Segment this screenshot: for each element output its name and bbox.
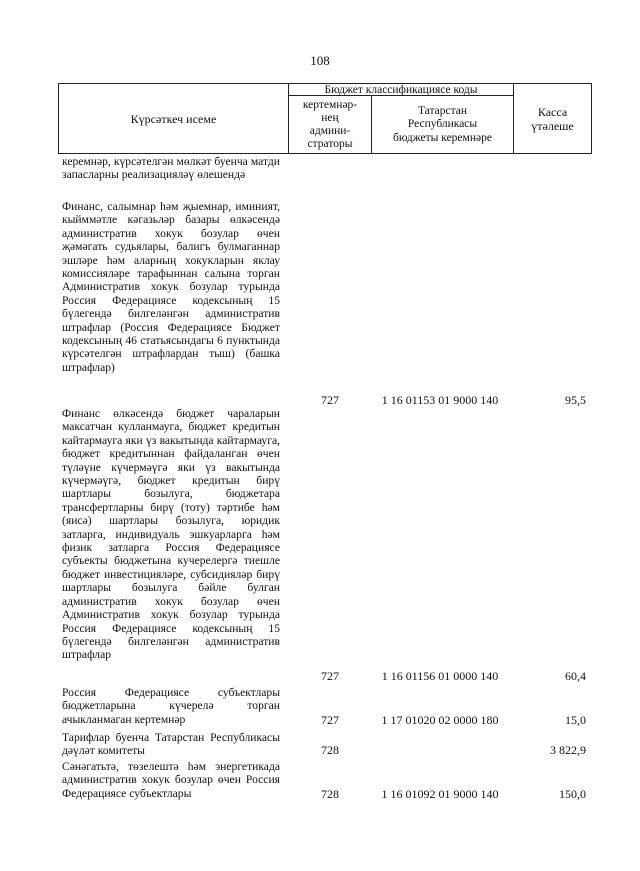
row-cash-amount: 15,0 — [565, 713, 586, 727]
row-administrator: 728 — [321, 743, 339, 757]
row-revenue-code: 1 16 01153 01 9000 140 — [381, 393, 499, 407]
row-indicator-name: Тарифлар буенча Татарстан Республикасы дәүләт комитеты — [62, 731, 280, 758]
row-indicator-name: керемнәр, күрсәтелгән мөлкәт буенча матди запасларны реализацияләү өлешендә — [62, 155, 280, 182]
row-cash-amount: 95,5 — [565, 393, 586, 407]
row-revenue-code: 1 16 01156 01 0000 140 — [381, 669, 499, 683]
header-cash-execution: Касса үтәлеше — [531, 104, 574, 133]
row-indicator-name: Россия Федерациясе субъектлары бюджетларына күчерелә торган ачыкланмаган кертемнәр — [62, 686, 280, 726]
page-number: 108 — [310, 53, 330, 68]
row-indicator-name: Финанс, салымнар һәм җыемнар, иминият, кыйммәтле кәгазьләр базары өлкәсендә административ хокук бозулар өчен җәмәгать судьялары, балигъ булмаганнар эшләре һәм аларның хокукларын яклау комиссияләре тарафыннан салына торган Административ хокук бозулар турында Россия Федерациясе кодексының 15 бүлегендә билгеләнгән административ штрафлар (Россия Федерациясе Бюджет кодексының 46 статьясындагы 6 пунктында күрсәтелгән штрафлардан тыш) (башка штрафлар) — [62, 200, 280, 374]
row-administrator: 727 — [321, 393, 339, 407]
row-revenue-code: 1 16 01092 01 9000 140 — [381, 787, 499, 801]
row-indicator-name: Сәнәгатьтә, төзелештә һәм энергетикада административ хокук бозулар өчен Россия Федерациясе субъектлары — [62, 760, 280, 800]
row-cash-amount: 60,4 — [565, 669, 586, 683]
header-administrators: кертемнәр- нең админи- страторы — [302, 99, 358, 150]
row-administrator: 727 — [321, 713, 339, 727]
header-budget-classification: Бюджет классификациясе коды — [324, 83, 478, 96]
row-administrator: 728 — [321, 787, 339, 801]
header-indicator-name: Күрсәткеч исеме — [130, 111, 217, 126]
row-cash-amount: 150,0 — [559, 787, 586, 801]
row-administrator: 727 — [321, 669, 339, 683]
row-cash-amount: 3 822,9 — [550, 743, 586, 757]
row-indicator-name: Финанс өлкәсендә бюджет чараларын максатчан кулланмауга, бюджет кредитын кайтармауга яки үз вакытында кайтармауга, бюджет кредитыннан файдаланган өчен түләүне күчермәүгә яки үз вакытында күчермәүгә, бюджет кредитын бирү шартлары бозылуга, бюджетара трансфертларны бирү (тоту) тәртибе һәм (яисә) шартлары бозылуга, юридик затларга, индивидуаль эшкуарларга һәм физик затларга Россия Федерациясе субъекты бюджетына кучерелергә тиешле бюджет инвестицияләре, субсидияләр бирү шартлары бозылуга бәйле булган административ хокук бозулар өчен Административ хокук бозулар турында Россия Федерациясе кодексының 15 бүлегендә билгеләнгән административ штрафлар — [62, 407, 280, 662]
header-revenues-code: Татарстан Республикасы бюджеты керемнәре — [393, 104, 492, 144]
row-revenue-code: 1 17 01020 02 0000 180 — [381, 713, 499, 727]
